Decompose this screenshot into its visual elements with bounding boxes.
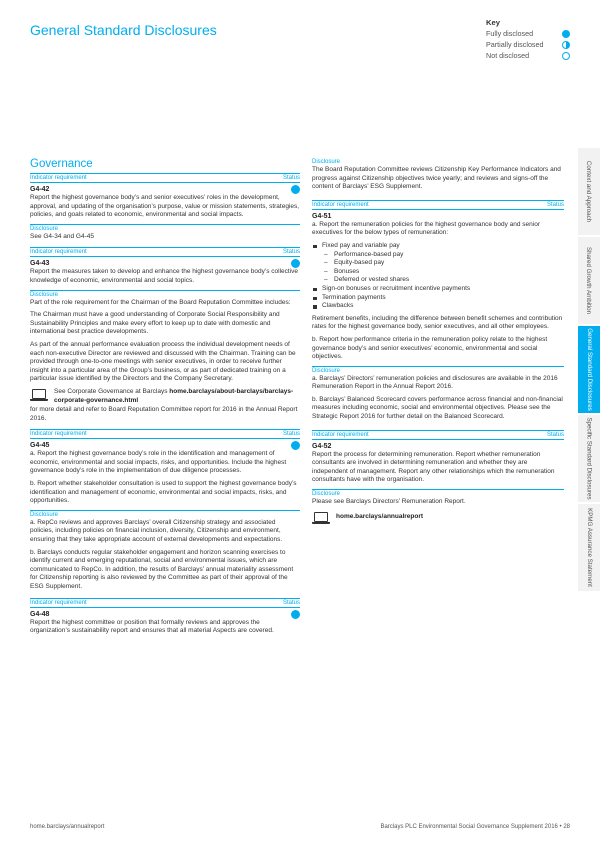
tab-shared-growth-ambition[interactable]: Shared Growth Ambition: [578, 237, 600, 326]
disclosure-label: Disclosure: [30, 224, 300, 233]
fully-disclosed-icon: [562, 30, 570, 38]
remuneration-list: [312, 285, 564, 311]
fully-disclosed-icon: [291, 610, 300, 619]
footer-page-info: Barclays PLC Environmental Social Governance Supplement 2016 • 28: [380, 824, 570, 830]
requirement-text: Report the highest governance body’s and senior executives’ roles in the development, approval, and updating of the organisation’s purpose, value or mission statements, strategies, policies, and goals related to economic, environmental and social impacts.: [30, 194, 300, 219]
requirement-text: Report the highest committee or position that formally reviews and approves the organization’s sustainability report and ensures that all material Aspects are covered.: [30, 618, 274, 635]
requirement-text: Retirement benefits, including the difference between benefit schemes and contribution rates for the highest governance body, senior executives, and all other employees.: [312, 314, 563, 331]
laptop-icon: [30, 389, 48, 403]
requirement-text: Report the measures taken to develop and enhance the highest governance body’s collective knowledge of economic, environmental and social topics.: [30, 268, 299, 284]
indicator-code-g4-45: G4-45: [30, 441, 300, 450]
requirement-text: a. Report the remuneration policies for the highest governance body and senior executives for the below types of remuneration:: [312, 220, 541, 237]
list-item: – Deferred or vested shares: [312, 276, 564, 285]
governance-link[interactable]: home.barclays/about-barclays/barclays-corporate-governance.html: [54, 387, 294, 404]
key-heading: Key: [486, 18, 500, 27]
indicator-header: Indicator requirement Status: [312, 201, 564, 208]
requirement-text: b. Report how performance criteria in the remuneration policy relate to the highest governance body’s and senior executives’ economic, environmental and social objectives.: [312, 335, 548, 361]
left-column: [30, 158, 300, 640]
laptop-icon: [312, 512, 330, 526]
indicator-header: Indicator requirement Status: [30, 431, 300, 438]
disclosure-text: b. Barclays’ Balanced Scorecard covers performance across financial and non-financial measures including economic, social and environmental objectives. Please see the Strategic Report 2016 for further detail on the Balanced Scorecard.: [312, 395, 563, 421]
list-item: – Performance-based pay: [312, 251, 564, 260]
footer-link[interactable]: home.barclays/annualreport: [30, 824, 105, 830]
annual-report-link[interactable]: home.barclays/annualreport: [336, 512, 424, 520]
section-title-governance: Governance: [30, 158, 93, 170]
list-item: Fixed pay and variable pay: [312, 242, 564, 251]
disclosure-label: Disclosure: [30, 510, 300, 519]
requirement-text: a. Report the highest governance body’s role in the identification and management of economic, environmental and social impacts, risks, and opportunities. Include the highest governance body’s role in the implementation of due diligence processes.: [30, 450, 287, 475]
pay-type-list: [312, 251, 564, 285]
disclosure-label: Disclosure: [30, 290, 300, 299]
section-tabs: [578, 148, 600, 593]
tab-context-and-approach[interactable]: Context and Approach: [578, 148, 600, 237]
disclosure-label: Disclosure: [312, 366, 564, 375]
list-item: Termination payments: [312, 294, 564, 303]
disclosure-label: Disclosure: [312, 489, 564, 498]
right-column: [312, 158, 564, 530]
status-key: [486, 18, 570, 61]
footer: [30, 824, 570, 830]
requirement-text: b. Report whether stakeholder consultation is used to support the highest governance body’s identification and management of economic, environmental and social impacts, risks, and opportunities.: [30, 480, 297, 505]
disclosure-text: As part of the annual performance evaluation process the individual development needs of each non-executive Director are reviewed and discussed with the Chairman. Training can be provided through one-to-one meetings with senior executives, in order to receive further insight into a particular area of the Group’s business, or as part of dedicated training on a particular issue identified by the Directors and the Company Secretary.: [30, 340, 296, 383]
disclosure-text: b. Barclays conducts regular stakeholder engagement and horizon scanning exercises to identify current and emerging reputational, social and environmental issues, which are communicated to RepCo. In addition, the results of Barclays’ annual materiality assessment for Citizenship reporting is also reviewed by the Committee as part of their approval of the ESG Supplement.: [30, 548, 294, 590]
indicator-code-g4-52: G4-52: [312, 442, 332, 450]
disclosure-label: Disclosure: [312, 159, 341, 165]
indicator-header: Indicator requirement Status: [30, 249, 300, 256]
not-disclosed-icon: [562, 52, 570, 60]
page-title: General Standard Disclosures: [30, 22, 217, 38]
list-item: – Equity-based pay: [312, 259, 564, 268]
disclosure-text: Please see Barclays Directors’ Remuneration Report.: [312, 498, 466, 506]
disclosure-text: The Chairman must have a good understanding of Corporate Social Responsibility and Sustainability Principles and make every effort to keep up to date with domestic and international best practice developments.: [30, 311, 280, 336]
link-row: [312, 511, 564, 526]
remuneration-list: [312, 242, 564, 251]
disclosure-text: Part of the role requirement for the Chairman of the Board Reputation Committee includes:: [30, 298, 291, 306]
indicator-code-g4-42: G4-42: [30, 185, 300, 194]
partially-disclosed-icon: [562, 41, 570, 49]
list-item: – Bonuses: [312, 268, 564, 277]
fully-disclosed-icon: [291, 441, 300, 450]
link-row: See Corporate Governance at Barclays home.barclays/about-barclays/barclays-corporate-governance.html: [30, 388, 300, 405]
tab-general-standard-disclosures[interactable]: General Standard Disclosures: [578, 326, 600, 415]
key-partially-label: Partially disclosed: [486, 40, 544, 49]
indicator-code-g4-43: G4-43: [30, 259, 300, 268]
indicator-header: Indicator requirement Status: [30, 175, 300, 181]
key-not-label: Not disclosed: [486, 51, 530, 60]
disclosure-text: See G4-34 and G4-45: [30, 232, 94, 240]
indicator-code-g4-48: G4-48: [30, 610, 300, 619]
disclosure-text: a. Barclays’ Directors’ remuneration policies and disclosures are available in the 2016 Remuneration Report in the Annual Report 2016.: [312, 374, 558, 391]
tab-kpmg-assurance-statement[interactable]: KPMG Assurance Statement: [578, 504, 600, 593]
fully-disclosed-icon: [291, 259, 300, 268]
disclosure-text: a. RepCo reviews and approves Barclays’ overall Citizenship strategy and associated policies, including policies on financial inclusion, diversity, Citizenship and environment, ensuring that they take appropriate account of external developments and expectations.: [30, 518, 283, 544]
indicator-header: Indicator requirement Status: [312, 431, 564, 438]
list-item: Clawbacks: [312, 302, 564, 311]
disclosure-text: The Board Reputation Committee reviews Citizenship Key Performance Indicators and progress against Citizenship objectives twice yearly; and reviews and signs-off the content of Barclays’ ESG Supplement.: [312, 166, 561, 191]
indicator-code-g4-51: G4-51: [312, 212, 332, 220]
key-fully-label: Fully disclosed: [486, 29, 534, 38]
indicator-header: Indicator requirement Status: [30, 599, 300, 606]
fully-disclosed-icon: [291, 185, 300, 194]
list-item: Sign-on bonuses or recruitment incentive payments: [312, 285, 564, 294]
disclosure-text: for more detail and refer to Board Reputation Committee report for 2016 in the Annual Report 2016.: [30, 406, 298, 422]
requirement-text: Report the process for determining remuneration. Report whether remuneration consultants are involved in determining remuneration and whether they are independent of management. Report any other relationships which the remuneration consultants have with the organisation.: [312, 450, 555, 484]
tab-specific-standard-disclosures[interactable]: Specific Standard Disclosures: [578, 415, 600, 504]
